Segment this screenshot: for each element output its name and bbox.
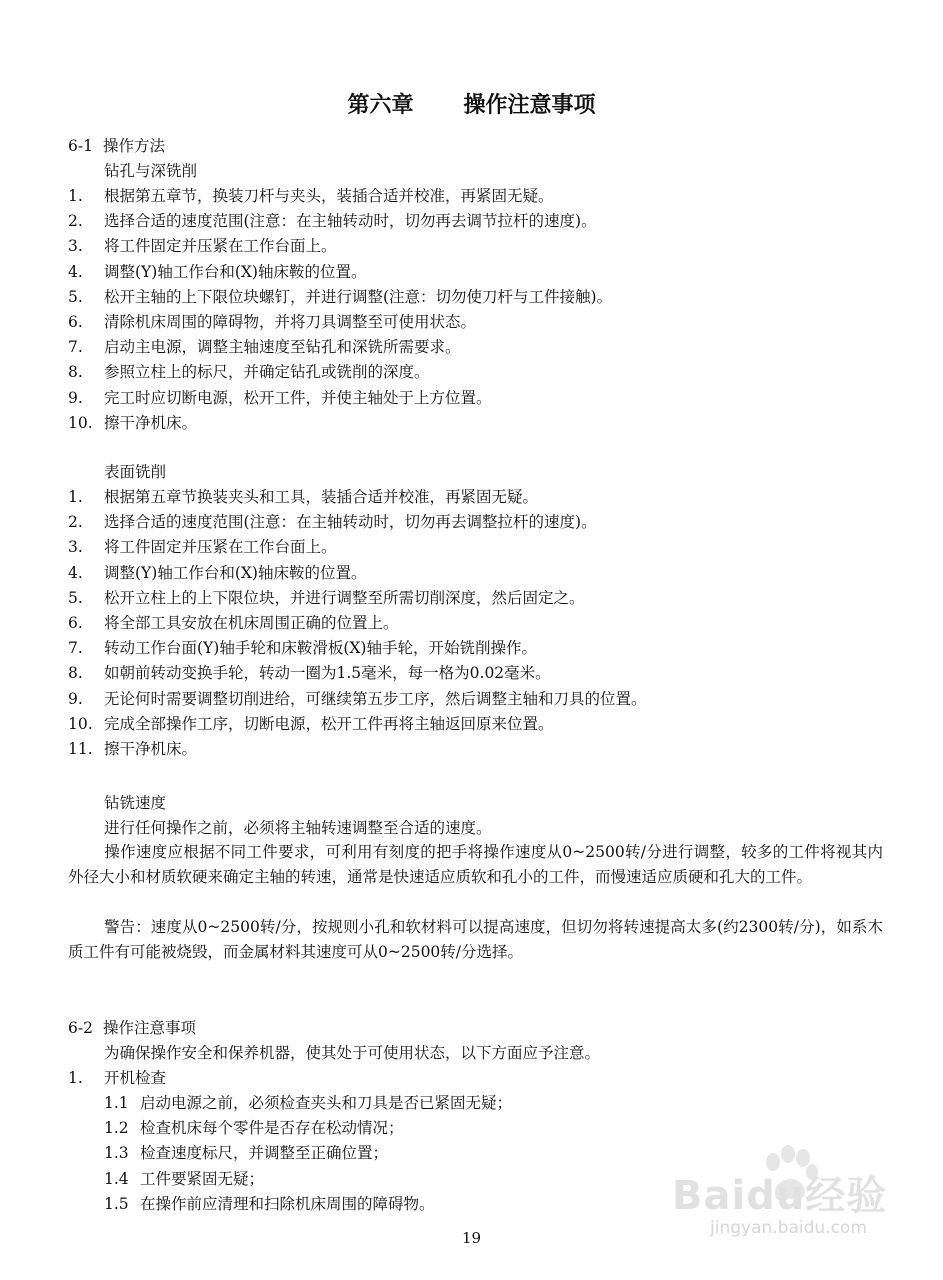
item-number: 3. — [68, 237, 83, 256]
item-number: 10. — [68, 714, 93, 733]
speed-subtitle: 钻铣速度 — [104, 794, 167, 812]
chapter-title — [0, 88, 943, 119]
section-number: 6-1 — [68, 137, 93, 155]
item-text: 调整(Y)轴工作台和(X)轴床鞍的位置。 — [104, 262, 367, 281]
item-text: 参照立柱上的标尺，并确定钻孔或铣削的深度。 — [104, 363, 430, 382]
section-6-1-header — [68, 136, 165, 156]
item-text: 擦干净机床。 — [104, 740, 198, 758]
item-text: 如朝前转动变换手轮，转动一圈为1.5毫米，每一格为0.02毫米。 — [104, 664, 551, 683]
speed-warning: 警告：速度从0~2500转/分，按规则小孔和软材料可以提高速度，但切勿将转速提高太多(约2300转/分)，如系木质工件有可能被烧毁，而金属材料其速度可从0~2500转/分选择。 — [68, 918, 883, 961]
item-number: 9. — [68, 689, 83, 708]
item-number: 1.4 — [104, 1169, 129, 1188]
item-text: 将全部工具安放在机床周围正确的位置上。 — [104, 614, 399, 632]
item-number: 8. — [68, 664, 83, 683]
item-text: 松开立柱上的上下限位块，并进行调整至所需切削深度，然后固定之。 — [104, 588, 585, 607]
item-number: 2. — [68, 513, 83, 532]
item-number: 1. — [68, 488, 83, 506]
item-number: 4. — [68, 262, 83, 281]
chapter-number: 第六章 — [347, 92, 414, 118]
item-text: 检查机床每个零件是否存在松动情况； — [140, 1119, 404, 1138]
item-number: 10. — [68, 413, 93, 432]
item-text: 转动工作台面(Y)轴手轮和床鞍滑板(X)轴手轮，开始铣削操作。 — [104, 639, 537, 658]
item-number: 7. — [68, 338, 83, 357]
item-number: 6. — [68, 313, 83, 331]
item-number: 1.1 — [104, 1094, 129, 1112]
item-text: 将工件固定并压紧在工作台面上。 — [104, 538, 337, 557]
section-label: 操作方法 — [102, 137, 165, 155]
item-number: 4. — [68, 563, 83, 582]
watermark-url: jingyan.baidu.com — [710, 1218, 867, 1238]
item-number: 11. — [68, 740, 93, 758]
section-6-2-intro: 为确保操作安全和保养机器，使其处于可使用状态，以下方面应予注意。 — [104, 1044, 601, 1062]
item-number: 1.3 — [104, 1144, 129, 1163]
item-text: 选择合适的速度范围(注意：在主轴转动时，切勿再去调节拉杆的速度)。 — [104, 212, 597, 231]
item-number: 6. — [68, 614, 83, 632]
surface-subtitle: 表面铣削 — [104, 463, 167, 481]
item-number: 2. — [68, 212, 83, 231]
item-number: 1.2 — [104, 1119, 129, 1138]
item-number: 5. — [68, 588, 83, 607]
item-number: 3. — [68, 538, 83, 557]
watermark-logo: Baidu经验 — [672, 1173, 888, 1219]
item-text: 启动电源之前，必须检查夹头和刀具是否已紧固无疑； — [140, 1094, 513, 1112]
item-text: 启动主电源，调整主轴速度至钻孔和深铣所需要求。 — [104, 338, 461, 357]
item-number: 1. — [68, 187, 83, 205]
item-number: 8. — [68, 363, 83, 382]
watermark — [660, 1160, 920, 1250]
item-number: 7. — [68, 639, 83, 658]
item-text: 根据第五章节换装夹头和工具，装插合适并校准，再紧固无疑。 — [104, 488, 539, 506]
speed-paragraph-2: 操作速度应根据不同工件要求，可利用有刻度的把手将操作速度从0~2500转/分进行调整，较多的工件将视其内外径大小和材质软硬来确定主轴的转速，通常是快速适应质软和孔小的工件，而慢速适应质硬和孔大的工件。 — [68, 843, 883, 886]
item-text: 无论何时需要调整切削进给，可继续第五步工序，然后调整主轴和刀具的位置。 — [104, 689, 647, 708]
section-6-2-header — [68, 1018, 196, 1038]
speed-paragraph-1: 进行任何操作之前，必须将主轴转速调整至合适的速度。 — [104, 819, 492, 837]
item-number: 1.5 — [104, 1194, 129, 1213]
chapter-heading: 操作注意事项 — [463, 92, 596, 118]
item-text: 松开主轴的上下限位块螺钉，并进行调整(注意：切勿使刀杆与工件接触)。 — [104, 287, 613, 306]
item-text: 工件要紧固无疑； — [140, 1169, 265, 1188]
section-label: 操作注意事项 — [102, 1019, 196, 1037]
item-text: 调整(Y)轴工作台和(X)轴床鞍的位置。 — [104, 563, 367, 582]
item-text: 在操作前应清理和扫除机床周围的障碍物。 — [140, 1194, 435, 1213]
item-text: 根据第五章节，换装刀杆与夹头，装插合适并校准，再紧固无疑。 — [104, 187, 554, 205]
item-text: 检查速度标尺，并调整至正确位置； — [140, 1144, 389, 1163]
item-number: 5. — [68, 287, 83, 306]
item-number: 9. — [68, 388, 83, 407]
item-text: 完工时应切断电源，松开工件，并使主轴处于上方位置。 — [104, 388, 492, 407]
drill-subtitle: 钻孔与深铣削 — [104, 162, 198, 180]
item-text: 清除机床周围的障碍物，并将刀具调整至可使用状态。 — [104, 313, 477, 331]
section-number: 6-2 — [68, 1019, 93, 1037]
item-text: 擦干净机床。 — [104, 413, 198, 432]
item-text: 完成全部操作工序，切断电源，松开工件再将主轴返回原来位置。 — [104, 714, 554, 733]
item-text: 将工件固定并压紧在工作台面上。 — [104, 237, 337, 256]
item-text: 选择合适的速度范围(注意：在主轴转动时，切勿再去调整拉杆的速度)。 — [104, 513, 597, 532]
page-number: 19 — [461, 1229, 482, 1247]
